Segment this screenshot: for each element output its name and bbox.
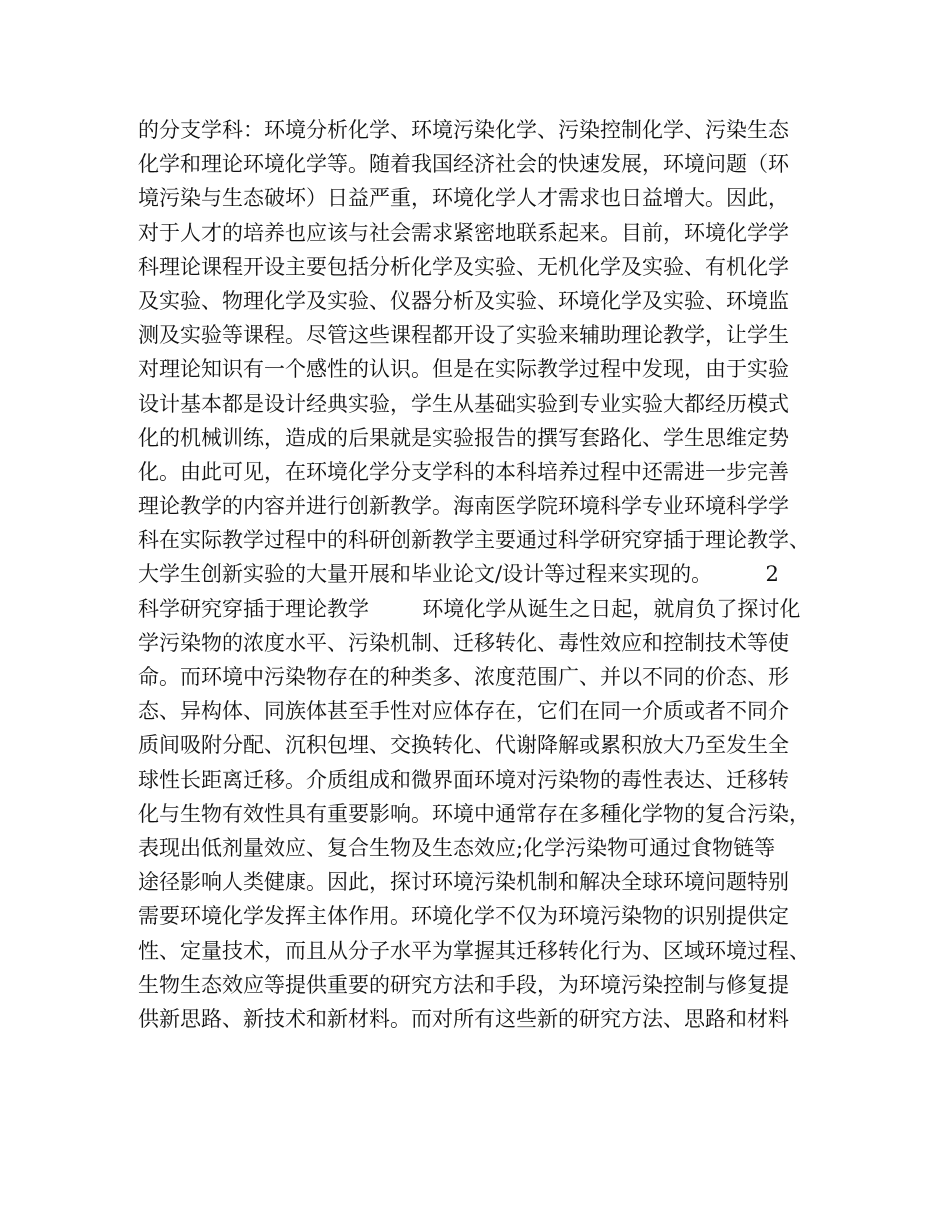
text-line: 理论教学的内容并进行创新教学。海南医学院环境科学专业环境科学学 [138,494,789,519]
text-line: 及实验、物理化学及实验、仪器分析及实验、环境化学及实验、环境监 [138,288,789,313]
text-line: 态、异构体、同族体甚至手性对应体存在，它们在同一介质或者不同介 [138,699,789,724]
text-line: 的分支学科：环境分析化学、环境污染化学、污染控制化学、污染生态 [138,118,789,142]
text-line: 对理论知识有一个感性的认识。但是在实际教学过程中发现，由于实验 [138,357,789,382]
section-heading-line: 科学研究穿插于理论教学 环境化学从诞生之日起，就肩负了探讨化 [138,596,801,621]
text-line: 球性长距离迁移。介质组成和微界面环境对污染物的毒性表达、迁移转 [138,767,789,792]
text-line: 设计基本都是设计经典实验，学生从基础实验到专业实验大都经历模式 [138,391,789,416]
text-line: 境污染与生态破坏）日益严重，环境化学人才需求也日益增大。因此， [138,186,789,211]
text-line: 质间吸附分配、沉积包埋、交换转化、代谢降解或累积放大乃至发生全 [138,733,789,758]
text-line: 化与生物有效性具有重要影响。环境中通常存在多種化学物的复合污染， [138,801,810,826]
text-line: 化。由此可见，在环境化学分支学科的本科培养过程中还需进一步完善 [138,459,789,484]
text-line: 化的机械训练，造成的后果就是实验报告的撰写套路化、学生思维定势 [138,425,789,450]
body-text [138,113,828,1036]
text-line: 供新思路、新技术和新材料。而对所有这些新的研究方法、思路和材料 [138,1006,789,1031]
text-line: 化学和理论环境化学等。随着我国经济社会的快速发展，环境问题（环 [138,152,789,177]
text-line: 大学生创新实验的大量开展和毕业论文/设计等过程来实现的。 2 [138,562,779,587]
text-line: 测及实验等课程。尽管这些课程都开设了实验来辅助理论教学，让学生 [138,323,789,348]
text-line: 学污染物的浓度水平、污染机制、迁移转化、毒性效应和控制技术等使 [138,630,789,655]
text-line: 命。而环境中污染物存在的种类多、浓度范围广、并以不同的价态、形 [138,665,789,689]
text-line: 科理论课程开设主要包括分析化学及实验、无机化学及实验、有机化学 [138,254,789,279]
text-line: 对于人才的培养也应该与社会需求紧密地联系起来。目前，环境化学学 [138,220,789,245]
text-line: 需要环境化学发挥主体作用。环境化学不仅为环境污染物的识别提供定 [138,904,789,929]
text-line: 生物生态效应等提供重要的研究方法和手段，为环境污染控制与修复提 [138,972,789,997]
text-line: 途径影响人类健康。因此，探讨环境污染机制和解决全球环境问题特别 [138,870,789,895]
text-line: 性、定量技术，而且从分子水平为掌握其迁移转化行为、区域环境过程、 [138,938,810,963]
text-line: 科在实际教学过程中的科研创新教学主要通过科学研究穿插于理论教学、 [138,528,810,553]
text-line: 表现出低剂量效应、复合生物及生态效应;化学污染物可通过食物链等 [138,835,776,860]
